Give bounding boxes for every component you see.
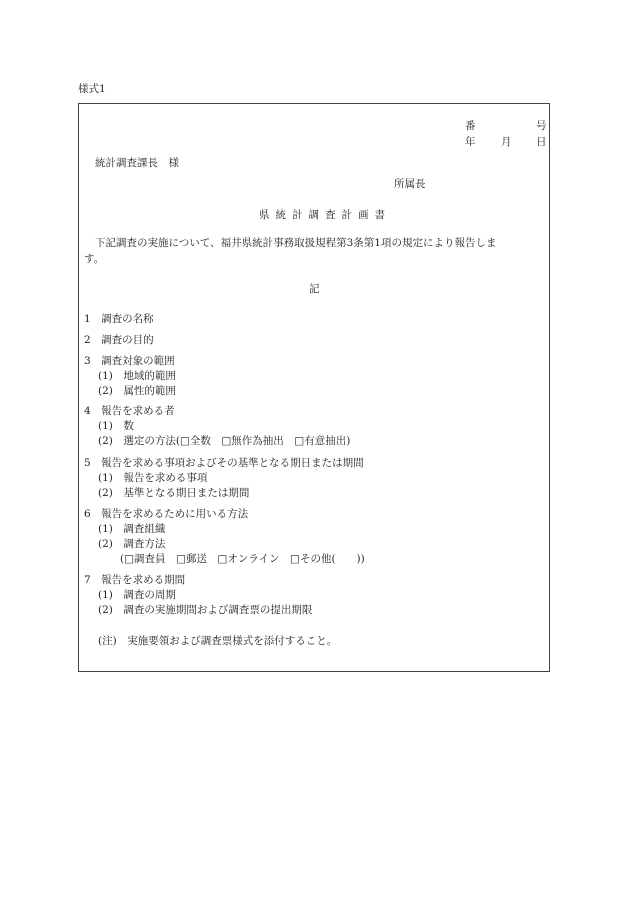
section-4-2: (2) 選定の方法(□全数 □無作為抽出 □有意抽出)	[98, 435, 351, 447]
section-7-2: (2) 調査の実施期間および調査票の提出期限	[98, 604, 313, 616]
number-go: 号	[536, 120, 547, 132]
date-year: 年	[465, 136, 476, 148]
section-3-2: (2) 属性的範囲	[98, 385, 176, 397]
date-day: 日	[536, 136, 547, 148]
ki-heading: 記	[309, 283, 320, 295]
section-3: 3 調査対象の範囲	[84, 355, 175, 367]
section-1: 1 調査の名称	[84, 313, 154, 325]
sender: 所属長	[394, 178, 426, 190]
section-7: 7 報告を求める期間	[84, 574, 186, 586]
section-5: 5 報告を求める事項およびその基準となる期日または期間	[84, 457, 364, 469]
section-4-1: (1) 数	[98, 420, 134, 432]
section-6-1: (1) 調査組織	[98, 523, 166, 535]
intro-line-2: す。	[84, 253, 105, 265]
section-4: 4 報告を求める者	[84, 405, 175, 417]
section-6-2: (2) 調査方法	[98, 538, 166, 550]
section-3-1: (1) 地域的範囲	[98, 370, 176, 382]
section-5-2: (2) 基準となる期日または期間	[98, 487, 250, 499]
note: (注) 実施要領および調査票様式を添付すること。	[98, 635, 338, 647]
section-5-1: (1) 報告を求める事項	[98, 472, 208, 484]
section-7-1: (1) 調査の周期	[98, 589, 176, 601]
number-ban: 番	[465, 120, 476, 132]
document-title: 県統計調査計画書	[259, 209, 391, 221]
section-2: 2 調査の目的	[84, 334, 154, 346]
section-6-2-options: (□調査員 □郵送 □オンライン □その他( ))	[120, 553, 365, 565]
addressee: 統計調査課長 様	[95, 157, 179, 169]
section-6: 6 報告を求めるために用いる方法	[84, 508, 249, 520]
intro-line-1: 下記調査の実施について、福井県統計事務取扱規程第3条第1項の規定により報告しま	[95, 237, 497, 249]
date-month: 月	[501, 136, 512, 148]
form-label: 様式1	[78, 83, 106, 95]
